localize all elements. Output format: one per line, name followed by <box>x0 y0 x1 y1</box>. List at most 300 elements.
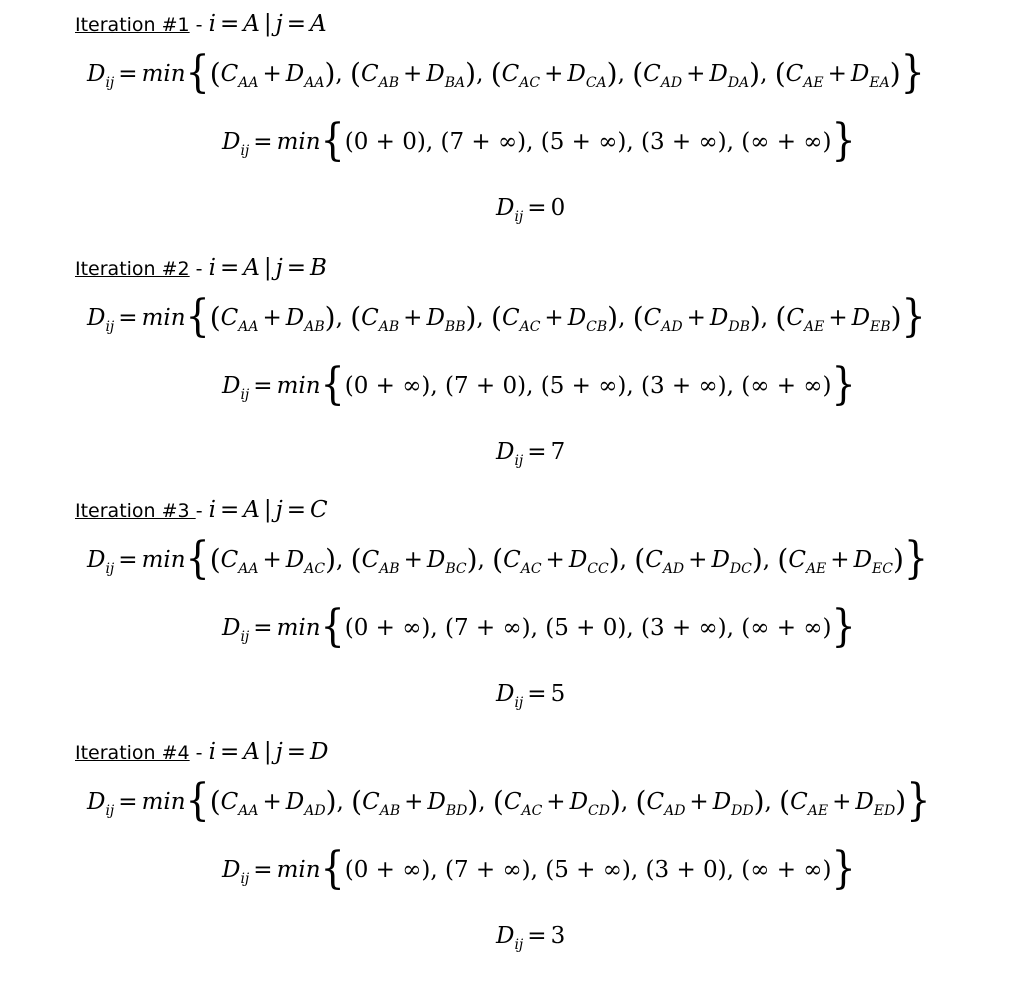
index-i-value: A <box>243 739 260 765</box>
cost-subscript: AD <box>661 319 683 335</box>
comma: , <box>430 615 445 641</box>
bar-separator: | <box>263 11 272 37</box>
dist-symbol: D <box>426 305 445 331</box>
result-equation <box>496 188 565 237</box>
equals-sign: = <box>253 129 273 155</box>
value-term: (5 + ∞) <box>540 373 627 399</box>
dist-subscript: AC <box>304 561 326 577</box>
result-value: 7 <box>550 439 566 465</box>
dist-subscript: CD <box>588 803 610 819</box>
iteration-label: Iteration #2 <box>75 258 190 280</box>
value-term: (5 + 0) <box>545 615 627 641</box>
general-term <box>350 543 478 577</box>
right-brace: } <box>831 114 856 166</box>
right-paren: ) <box>325 785 337 818</box>
right-paren: ) <box>465 301 477 334</box>
result-value: 0 <box>550 195 566 221</box>
cost-symbol: C <box>643 305 662 331</box>
dist-subscript: DC <box>729 561 752 577</box>
comma: , <box>726 857 742 883</box>
dist-subscript: AB <box>304 319 325 335</box>
iteration-block <box>0 0 1024 243</box>
cost-symbol: C <box>790 789 808 815</box>
comma: , <box>619 547 635 573</box>
cost-symbol: C <box>503 789 522 815</box>
subscript-ij: ij <box>105 75 115 91</box>
iteration-label: Iteration #1 <box>75 14 190 36</box>
value-term: (5 + ∞) <box>540 129 627 155</box>
dist-symbol: D <box>496 195 515 221</box>
iteration-heading <box>75 494 328 527</box>
dist-symbol: D <box>222 857 241 883</box>
plus-sign: + <box>544 61 564 87</box>
comma: , <box>425 129 441 155</box>
plus-sign: + <box>830 547 850 573</box>
general-term <box>775 301 902 335</box>
general-term <box>209 301 336 335</box>
left-paren: ( <box>632 57 644 90</box>
bar-separator: | <box>263 255 272 281</box>
index-i-symbol: i <box>208 11 216 37</box>
right-brace: } <box>831 842 856 894</box>
comma: , <box>626 129 641 155</box>
iteration-separator: - <box>189 742 209 764</box>
right-paren: ) <box>324 301 336 334</box>
subscript-ij: ij <box>240 629 250 645</box>
comma: , <box>630 857 646 883</box>
cost-symbol: C <box>361 305 379 331</box>
value-term: (∞ + ∞) <box>741 615 832 641</box>
right-brace: } <box>831 358 856 410</box>
dist-symbol: D <box>285 547 305 573</box>
plus-sign: + <box>688 547 708 573</box>
cost-subscript: AE <box>803 319 825 335</box>
bar-separator: | <box>263 497 272 523</box>
cost-symbol: C <box>643 61 661 87</box>
cost-subscript: AC <box>520 561 542 577</box>
left-paren: ( <box>492 785 504 818</box>
plus-sign: + <box>262 547 282 573</box>
right-paren: ) <box>465 57 477 90</box>
right-paren: ) <box>892 543 904 576</box>
general-term <box>350 301 477 335</box>
equals-sign: = <box>219 11 240 37</box>
general-term <box>351 785 479 819</box>
iteration-indices <box>209 11 327 37</box>
left-paren: ( <box>350 57 361 90</box>
cost-subscript: AE <box>803 75 824 91</box>
left-brace: { <box>185 532 210 584</box>
cost-symbol: C <box>360 61 379 87</box>
dist-subscript: AA <box>304 75 325 91</box>
value-term: (3 + ∞) <box>641 615 727 641</box>
left-brace: { <box>185 290 210 342</box>
dist-subscript: EA <box>869 75 890 91</box>
general-equation <box>87 46 925 103</box>
cost-subscript: AC <box>521 803 543 819</box>
comma: , <box>430 373 445 399</box>
general-term <box>779 785 907 819</box>
comma: , <box>336 547 351 573</box>
cost-subscript: AC <box>519 75 541 91</box>
comma: , <box>530 857 546 883</box>
subscript-ij: ij <box>240 387 250 403</box>
left-brace: { <box>320 842 345 894</box>
general-equation <box>87 532 929 589</box>
result-value: 3 <box>550 923 566 949</box>
right-paren: ) <box>324 57 336 90</box>
cost-symbol: C <box>645 547 663 573</box>
comma: , <box>530 615 546 641</box>
dist-subscript: DA <box>727 75 750 91</box>
equals-sign: = <box>219 739 240 765</box>
dist-subscript: CC <box>587 561 609 577</box>
dist-symbol: D <box>496 923 515 949</box>
plus-sign: + <box>262 61 282 87</box>
plus-sign: + <box>403 61 423 87</box>
left-paren: ( <box>490 57 502 90</box>
plus-sign: + <box>403 547 423 573</box>
plus-sign: + <box>262 305 282 331</box>
cost-symbol: C <box>501 61 520 87</box>
value-term: (7 + ∞) <box>445 615 531 641</box>
index-i-symbol: i <box>208 497 216 523</box>
value-term: (0 + ∞) <box>344 857 431 883</box>
comma: , <box>760 305 776 331</box>
plus-sign: + <box>262 789 282 815</box>
dist-symbol: D <box>87 61 106 87</box>
dist-subscript: AD <box>304 803 326 819</box>
plus-sign: + <box>827 61 847 87</box>
general-term <box>350 57 477 91</box>
left-paren: ( <box>492 543 504 576</box>
min-function: min <box>276 373 321 399</box>
dist-symbol: D <box>285 61 305 87</box>
iteration-separator: - <box>189 14 209 36</box>
dist-subscript: BD <box>445 803 468 819</box>
iteration-heading <box>75 252 327 285</box>
cost-symbol: C <box>220 547 239 573</box>
general-term <box>632 57 761 91</box>
cost-symbol: C <box>501 305 520 331</box>
comma: , <box>726 129 742 155</box>
right-paren: ) <box>606 57 618 90</box>
cost-subscript: AA <box>238 561 259 577</box>
comma: , <box>626 373 641 399</box>
plus-sign: + <box>544 305 564 331</box>
dist-subscript: CA <box>585 75 607 91</box>
comma: , <box>626 615 641 641</box>
dist-subscript: DB <box>728 319 750 335</box>
dist-symbol: D <box>222 373 241 399</box>
general-term <box>777 543 904 577</box>
subscript-ij: ij <box>105 319 115 335</box>
general-term <box>634 543 763 577</box>
equals-sign: = <box>253 857 273 883</box>
general-term <box>209 785 337 819</box>
iteration-heading <box>75 736 328 769</box>
right-paren: ) <box>890 301 902 334</box>
comma: , <box>620 789 636 815</box>
equals-sign: = <box>527 681 547 707</box>
dist-symbol: D <box>711 547 730 573</box>
comma: , <box>526 373 541 399</box>
dist-symbol: D <box>427 789 446 815</box>
dist-symbol: D <box>568 547 588 573</box>
subscript-ij: ij <box>105 561 115 577</box>
dist-subscript: BB <box>444 319 466 335</box>
min-function: min <box>276 857 321 883</box>
plus-sign: + <box>686 61 706 87</box>
left-paren: ( <box>209 301 221 334</box>
equals-sign: = <box>118 305 138 331</box>
left-brace: { <box>185 46 210 98</box>
left-paren: ( <box>635 785 647 818</box>
plus-sign: + <box>546 789 566 815</box>
dist-symbol: D <box>285 789 305 815</box>
left-paren: ( <box>632 301 644 334</box>
dist-subscript: BA <box>444 75 466 91</box>
equals-sign: = <box>253 615 273 641</box>
general-term <box>490 57 618 91</box>
left-brace: { <box>320 600 345 652</box>
right-paren: ) <box>467 785 479 818</box>
dist-symbol: D <box>712 789 732 815</box>
comma: , <box>430 857 445 883</box>
dist-symbol: D <box>222 129 241 155</box>
comma: , <box>762 547 778 573</box>
values-equation <box>222 600 856 657</box>
index-i-value: A <box>243 11 260 37</box>
dist-symbol: D <box>853 547 873 573</box>
right-brace: } <box>900 46 925 98</box>
subscript-ij: ij <box>514 695 524 711</box>
equals-sign: = <box>527 195 547 221</box>
comma: , <box>478 789 493 815</box>
cost-symbol: C <box>646 789 665 815</box>
equals-sign: = <box>219 497 240 523</box>
left-paren: ( <box>351 785 363 818</box>
value-term: (3 + ∞) <box>641 373 727 399</box>
value-term: (∞ + ∞) <box>741 129 832 155</box>
cost-symbol: C <box>785 61 804 87</box>
value-term: (∞ + ∞) <box>741 857 832 883</box>
dist-symbol: D <box>87 789 106 815</box>
dist-symbol: D <box>709 305 729 331</box>
value-term: (3 + ∞) <box>641 129 727 155</box>
values-equation <box>222 842 856 899</box>
cost-subscript: AE <box>807 803 829 819</box>
cost-subscript: AB <box>378 75 399 91</box>
value-term: (0 + 0) <box>344 129 426 155</box>
cost-subscript: AD <box>664 803 686 819</box>
dist-subscript: EC <box>872 561 893 577</box>
value-term: (∞ + ∞) <box>741 373 832 399</box>
cost-symbol: C <box>362 789 380 815</box>
plus-sign: + <box>545 547 565 573</box>
dist-symbol: D <box>567 61 586 87</box>
right-paren: ) <box>753 785 765 818</box>
comma: , <box>617 61 633 87</box>
right-brace: } <box>903 532 929 584</box>
subscript-ij: ij <box>240 871 250 887</box>
cost-subscript: AA <box>238 803 259 819</box>
general-term <box>635 785 765 819</box>
dist-symbol: D <box>87 547 106 573</box>
dist-symbol: D <box>850 61 870 87</box>
equals-sign: = <box>118 789 138 815</box>
index-j-value: C <box>310 497 328 523</box>
result-value: 5 <box>550 681 566 707</box>
comma: , <box>760 61 775 87</box>
cost-subscript: AB <box>379 803 401 819</box>
cost-subscript: AE <box>805 561 827 577</box>
left-brace: { <box>320 114 345 166</box>
min-function: min <box>141 789 186 815</box>
dist-symbol: D <box>426 61 445 87</box>
plus-sign: + <box>689 789 709 815</box>
iteration-block <box>0 486 1024 729</box>
plus-sign: + <box>832 789 852 815</box>
comma: , <box>726 373 742 399</box>
value-term: (0 + ∞) <box>344 373 431 399</box>
values-equation <box>222 114 856 171</box>
left-paren: ( <box>491 301 502 334</box>
general-term <box>491 301 619 335</box>
index-j-value: D <box>310 739 329 765</box>
general-term <box>492 543 620 577</box>
general-term <box>774 57 901 91</box>
equals-sign: = <box>286 11 307 37</box>
right-paren: ) <box>466 543 478 576</box>
cost-subscript: AD <box>662 561 685 577</box>
min-function: min <box>141 305 186 331</box>
right-brace: } <box>906 774 931 826</box>
dist-symbol: D <box>709 61 728 87</box>
index-j-symbol: j <box>275 255 283 281</box>
min-function: min <box>141 61 186 87</box>
iteration-block <box>0 728 1024 971</box>
comma: , <box>618 305 633 331</box>
comma: , <box>335 305 351 331</box>
subscript-ij: ij <box>514 937 524 953</box>
dist-symbol: D <box>285 305 305 331</box>
cost-subscript: AB <box>378 319 400 335</box>
value-term: (7 + ∞) <box>440 129 527 155</box>
right-paren: ) <box>609 785 621 818</box>
cost-symbol: C <box>220 789 239 815</box>
index-i-value: A <box>243 255 260 281</box>
right-paren: ) <box>749 301 761 334</box>
index-i-symbol: i <box>208 739 216 765</box>
right-brace: } <box>901 290 926 342</box>
iteration-separator: - <box>195 500 209 522</box>
cost-symbol: C <box>503 547 521 573</box>
dist-subscript: EB <box>870 319 891 335</box>
dist-symbol: D <box>855 789 874 815</box>
left-paren: ( <box>775 301 787 334</box>
cost-symbol: C <box>361 547 380 573</box>
general-term <box>492 785 621 819</box>
comma: , <box>476 61 491 87</box>
right-paren: ) <box>751 543 763 576</box>
dist-symbol: D <box>496 439 515 465</box>
cost-subscript: AC <box>519 319 541 335</box>
left-brace: { <box>185 774 210 826</box>
left-paren: ( <box>779 785 791 818</box>
value-term: (3 + 0) <box>645 857 727 883</box>
left-paren: ( <box>777 543 789 576</box>
index-j-value: B <box>310 255 327 281</box>
min-function: min <box>141 547 186 573</box>
left-paren: ( <box>350 301 362 334</box>
equals-sign: = <box>118 547 138 573</box>
cost-symbol: C <box>786 305 804 331</box>
cost-subscript: AB <box>379 561 400 577</box>
subscript-ij: ij <box>514 453 524 469</box>
bar-separator: | <box>263 739 272 765</box>
min-function: min <box>276 129 321 155</box>
dist-subscript: ED <box>873 803 896 819</box>
subscript-ij: ij <box>105 803 115 819</box>
iteration-label: Iteration #4 <box>75 742 190 764</box>
iteration-indices <box>209 739 329 765</box>
equals-sign: = <box>527 923 547 949</box>
result-equation <box>496 674 565 723</box>
index-j-symbol: j <box>275 497 283 523</box>
index-j-symbol: j <box>275 11 283 37</box>
left-paren: ( <box>350 543 362 576</box>
value-term: (0 + ∞) <box>344 615 431 641</box>
dist-symbol: D <box>426 547 446 573</box>
dist-symbol: D <box>851 305 871 331</box>
left-paren: ( <box>209 543 221 576</box>
value-term: (7 + 0) <box>445 373 527 399</box>
index-j-symbol: j <box>275 739 283 765</box>
value-term: (7 + ∞) <box>445 857 531 883</box>
general-term <box>209 543 337 577</box>
iteration-heading <box>75 8 327 41</box>
left-paren: ( <box>634 543 646 576</box>
right-paren: ) <box>608 543 620 576</box>
comma: , <box>476 305 492 331</box>
comma: , <box>477 547 493 573</box>
values-equation <box>222 358 856 415</box>
comma: , <box>335 61 351 87</box>
cost-subscript: AA <box>238 319 259 335</box>
cost-symbol: C <box>788 547 806 573</box>
plus-sign: + <box>404 789 424 815</box>
equals-sign: = <box>219 255 240 281</box>
dist-subscript: BC <box>445 561 467 577</box>
iteration-indices <box>209 255 327 281</box>
right-paren: ) <box>895 785 907 818</box>
dist-symbol: D <box>87 305 106 331</box>
plus-sign: + <box>828 305 848 331</box>
plus-sign: + <box>686 305 706 331</box>
subscript-ij: ij <box>514 209 524 225</box>
right-brace: } <box>831 600 856 652</box>
right-paren: ) <box>749 57 761 90</box>
plus-sign: + <box>403 305 423 331</box>
dist-symbol: D <box>567 305 587 331</box>
left-paren: ( <box>209 785 221 818</box>
cost-symbol: C <box>220 61 239 87</box>
comma: , <box>764 789 780 815</box>
comma: , <box>726 615 742 641</box>
cost-subscript: AA <box>238 75 259 91</box>
equals-sign: = <box>286 255 307 281</box>
